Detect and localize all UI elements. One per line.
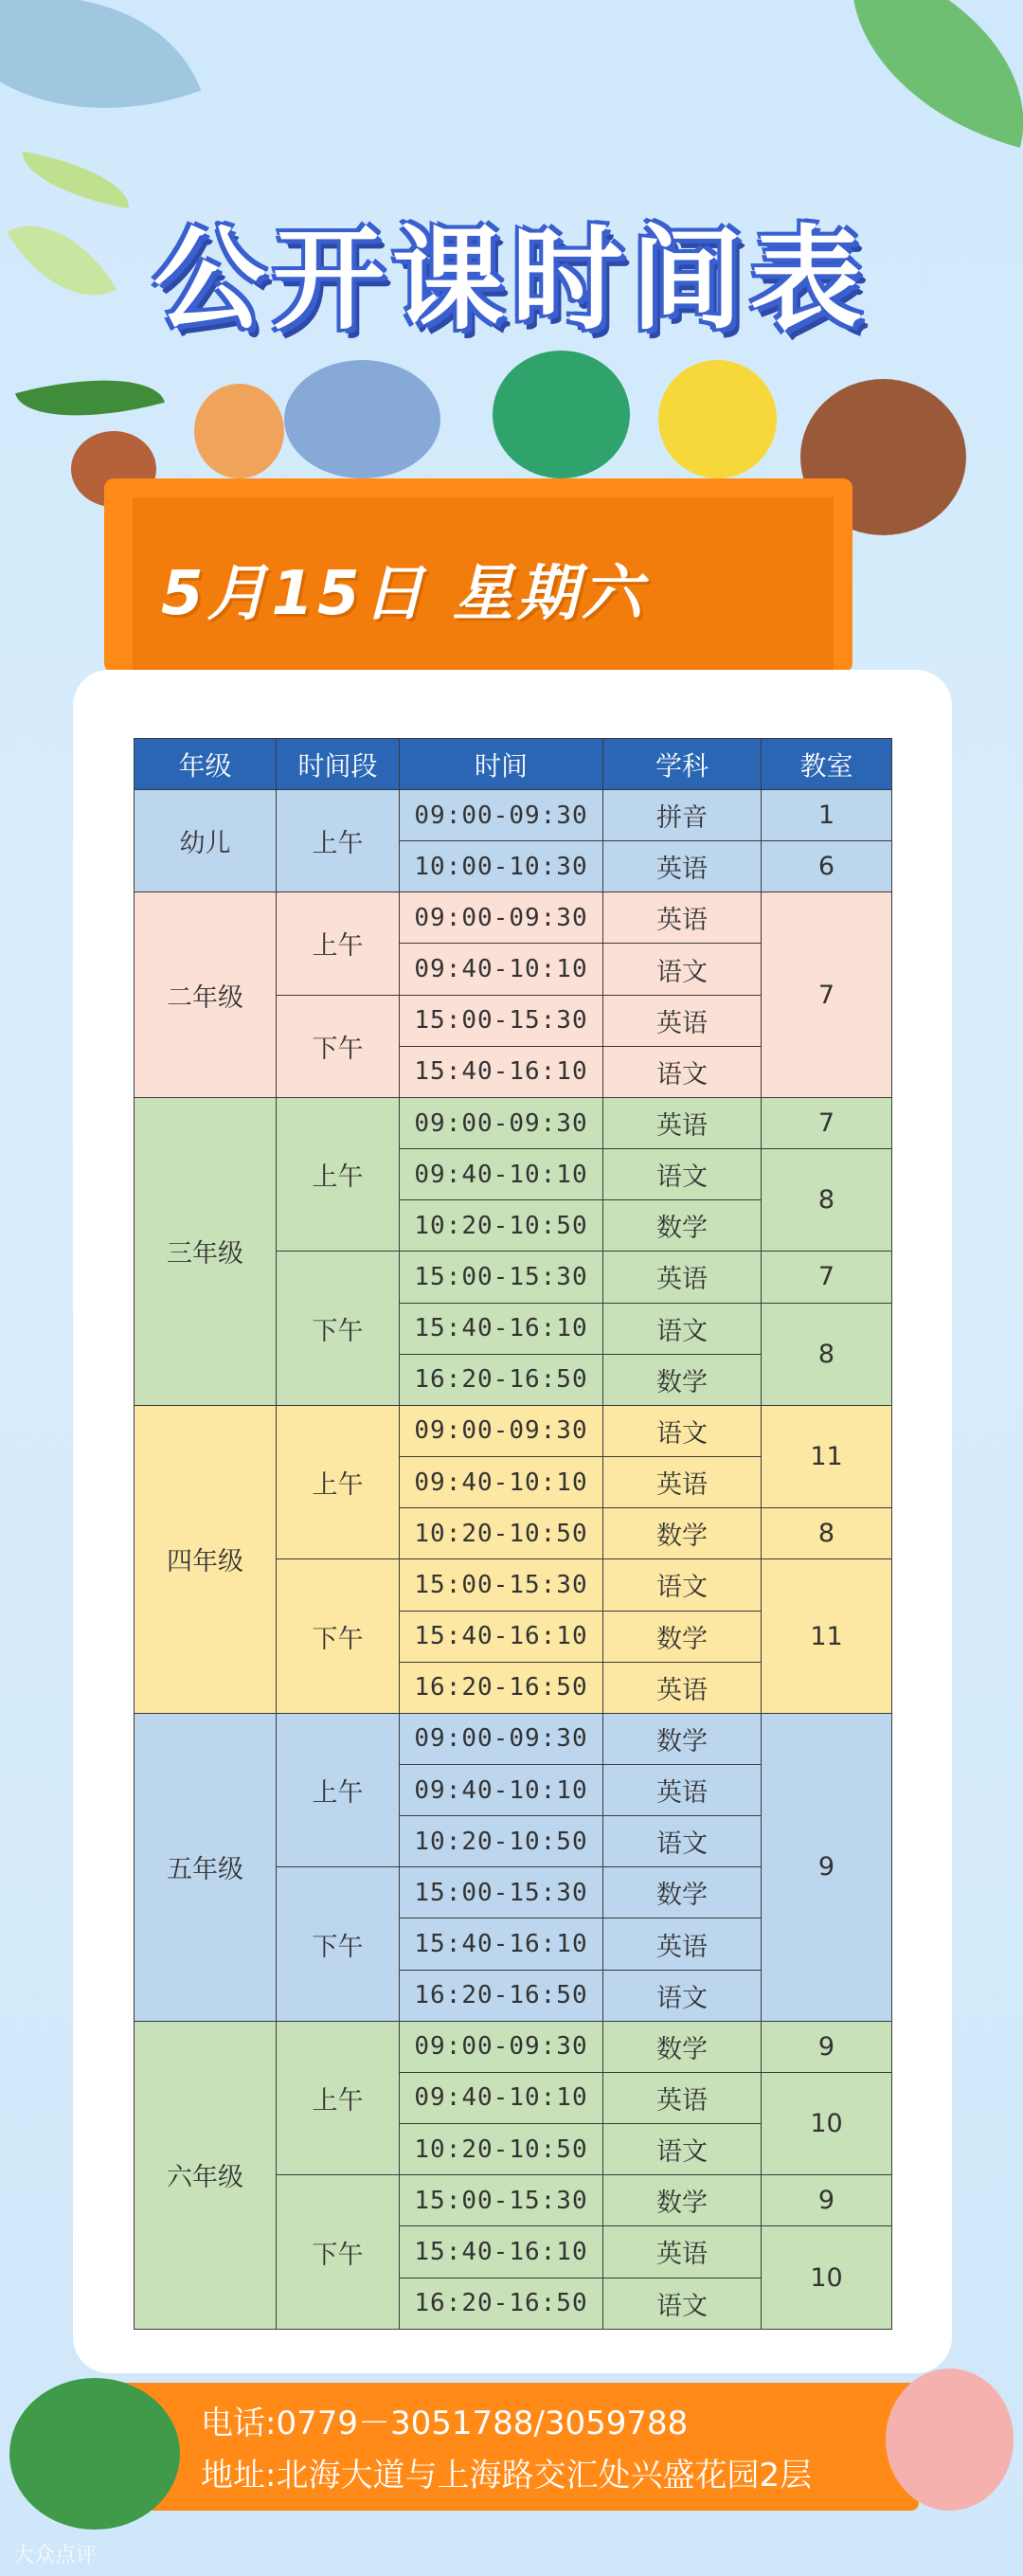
header-room: 教室 xyxy=(762,739,892,790)
grade-cell: 五年级 xyxy=(135,1713,277,2021)
period-cell: 下午 xyxy=(277,2175,400,2330)
time-cell: 09:00-09:30 xyxy=(400,2021,603,2072)
table-row xyxy=(135,1405,892,1456)
chick-icon xyxy=(658,360,777,478)
leaf-icon xyxy=(0,0,201,165)
subject-cell: 数学 xyxy=(603,1713,762,1764)
time-cell: 15:40-16:10 xyxy=(400,1918,603,1970)
table-row xyxy=(135,790,892,841)
room-cell: 9 xyxy=(762,2021,892,2072)
period-cell: 上午 xyxy=(277,790,400,892)
table-row xyxy=(135,1713,892,1764)
time-cell: 10:20-10:50 xyxy=(400,2124,603,2175)
period-cell: 上午 xyxy=(277,1713,400,1866)
leaf-icon xyxy=(818,0,1023,148)
time-cell: 10:20-10:50 xyxy=(400,1816,603,1867)
time-cell: 16:20-16:50 xyxy=(400,1662,603,1713)
subject-cell: 语文 xyxy=(603,2278,762,2329)
subject-cell: 数学 xyxy=(603,1611,762,1662)
time-cell: 15:00-15:30 xyxy=(400,1559,603,1611)
subject-cell: 英语 xyxy=(603,1662,762,1713)
time-cell: 09:40-10:10 xyxy=(400,944,603,995)
hippo-icon xyxy=(284,360,440,478)
table-row xyxy=(135,2021,892,2072)
room-cell: 7 xyxy=(762,1252,892,1303)
subject-cell: 英语 xyxy=(603,1457,762,1508)
period-cell: 上午 xyxy=(277,2021,400,2174)
address-text: 地址:北海大道与上海路交汇处兴盛花园2层 xyxy=(201,2457,813,2495)
subject-cell: 语文 xyxy=(603,2124,762,2175)
header-subject: 学科 xyxy=(603,739,762,790)
subject-cell: 数学 xyxy=(603,1200,762,1252)
time-cell: 10:20-10:50 xyxy=(400,1200,603,1252)
subject-cell: 英语 xyxy=(603,1097,762,1148)
period-cell: 上午 xyxy=(277,892,400,995)
phone-text: 电话:0779－3051788/3059788 xyxy=(201,2405,689,2442)
time-cell: 15:00-15:30 xyxy=(400,995,603,1046)
room-cell: 6 xyxy=(762,841,892,892)
room-cell: 10 xyxy=(762,2072,892,2174)
subject-cell: 英语 xyxy=(603,1252,762,1303)
time-cell: 09:00-09:30 xyxy=(400,1097,603,1148)
subject-cell: 英语 xyxy=(603,1764,762,1815)
subject-cell: 语文 xyxy=(603,1816,762,1867)
time-cell: 15:00-15:30 xyxy=(400,1252,603,1303)
time-cell: 10:20-10:50 xyxy=(400,1508,603,1559)
period-cell: 下午 xyxy=(277,995,400,1097)
time-cell: 16:20-16:50 xyxy=(400,2278,603,2329)
subject-cell: 拼音 xyxy=(603,790,762,841)
leaf-icon xyxy=(15,356,165,439)
table-row xyxy=(135,892,892,944)
period-cell: 下午 xyxy=(277,1559,400,1713)
room-cell: 7 xyxy=(762,892,892,1098)
subject-cell: 语文 xyxy=(603,1046,762,1097)
time-cell: 15:00-15:30 xyxy=(400,2175,603,2226)
header-period: 时间段 xyxy=(277,739,400,790)
subject-cell: 语文 xyxy=(603,1405,762,1456)
dinosaur-icon xyxy=(493,351,630,478)
time-cell: 15:00-15:30 xyxy=(400,1867,603,1918)
room-cell: 9 xyxy=(762,2175,892,2226)
room-cell: 8 xyxy=(762,1303,892,1405)
subject-cell: 数学 xyxy=(603,1508,762,1559)
subject-cell: 语文 xyxy=(603,1970,762,2021)
subject-cell: 数学 xyxy=(603,2175,762,2226)
page-title: 公开课时间表 xyxy=(153,214,870,345)
date-label: 5月15日 星期六 xyxy=(161,559,646,629)
subject-cell: 英语 xyxy=(603,892,762,944)
subject-cell: 英语 xyxy=(603,1918,762,1970)
room-cell: 8 xyxy=(762,1508,892,1559)
room-cell: 11 xyxy=(762,1559,892,1713)
period-cell: 上午 xyxy=(277,1405,400,1558)
time-cell: 10:00-10:30 xyxy=(400,841,603,892)
time-cell: 15:40-16:10 xyxy=(400,1046,603,1097)
header-time: 时间 xyxy=(400,739,603,790)
subject-cell: 数学 xyxy=(603,1354,762,1405)
pig-icon xyxy=(886,2369,1014,2511)
time-cell: 16:20-16:50 xyxy=(400,1354,603,1405)
time-cell: 15:40-16:10 xyxy=(400,1611,603,1662)
time-cell: 09:40-10:10 xyxy=(400,1457,603,1508)
grade-cell: 幼儿 xyxy=(135,790,277,892)
room-cell: 9 xyxy=(762,1713,892,2021)
time-cell: 09:00-09:30 xyxy=(400,892,603,944)
cat-icon xyxy=(194,384,284,478)
period-cell: 上午 xyxy=(277,1097,400,1251)
room-cell: 7 xyxy=(762,1097,892,1148)
subject-cell: 语文 xyxy=(603,944,762,995)
time-cell: 09:40-10:10 xyxy=(400,2072,603,2123)
table-row xyxy=(135,1097,892,1148)
grade-cell: 三年级 xyxy=(135,1097,277,1405)
subject-cell: 语文 xyxy=(603,1149,762,1200)
time-cell: 15:40-16:10 xyxy=(400,1303,603,1354)
room-cell: 10 xyxy=(762,2226,892,2330)
room-cell: 11 xyxy=(762,1405,892,1507)
subject-cell: 英语 xyxy=(603,995,762,1046)
subject-cell: 语文 xyxy=(603,1559,762,1611)
subject-cell: 英语 xyxy=(603,2072,762,2123)
subject-cell: 数学 xyxy=(603,1867,762,1918)
time-cell: 09:40-10:10 xyxy=(400,1764,603,1815)
subject-cell: 英语 xyxy=(603,2226,762,2278)
watermark: 大众点评 xyxy=(13,2544,98,2567)
time-cell: 09:00-09:30 xyxy=(400,1713,603,1764)
crocodile-icon xyxy=(9,2378,180,2530)
schedule-table xyxy=(134,738,892,2330)
room-cell: 1 xyxy=(762,790,892,841)
subject-cell: 英语 xyxy=(603,841,762,892)
subject-cell: 语文 xyxy=(603,1303,762,1354)
time-cell: 16:20-16:50 xyxy=(400,1970,603,2021)
time-cell: 09:00-09:30 xyxy=(400,1405,603,1456)
grade-cell: 四年级 xyxy=(135,1405,277,1713)
header-grade: 年级 xyxy=(135,739,277,790)
grade-cell: 六年级 xyxy=(135,2021,277,2329)
period-cell: 下午 xyxy=(277,1867,400,2021)
subject-cell: 数学 xyxy=(603,2021,762,2072)
grade-cell: 二年级 xyxy=(135,892,277,1098)
table-header-row xyxy=(135,739,892,790)
time-cell: 09:40-10:10 xyxy=(400,1149,603,1200)
time-cell: 09:00-09:30 xyxy=(400,790,603,841)
room-cell: 8 xyxy=(762,1149,892,1252)
time-cell: 15:40-16:10 xyxy=(400,2226,603,2278)
period-cell: 下午 xyxy=(277,1252,400,1405)
